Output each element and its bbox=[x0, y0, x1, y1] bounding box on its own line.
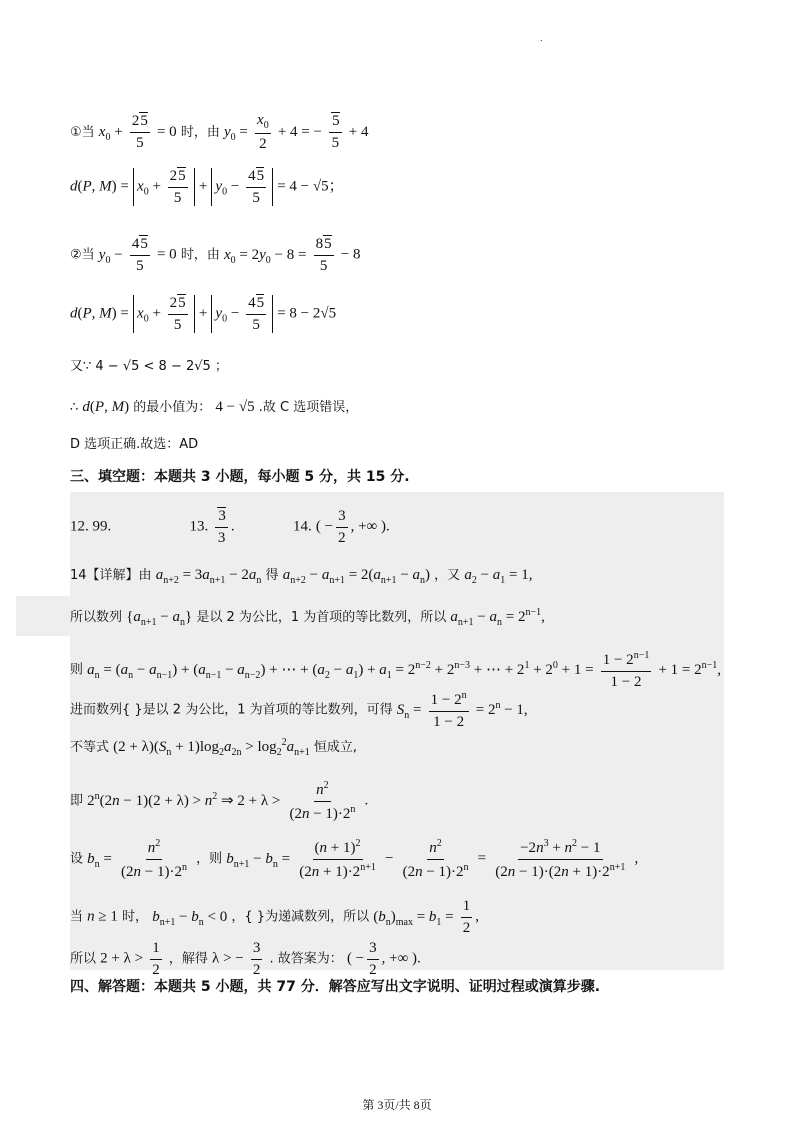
ineq-label: 不等式 bbox=[70, 740, 110, 755]
answer-14-label: 14. bbox=[292, 518, 312, 535]
so-a: 所以 bbox=[70, 951, 97, 967]
detail-label: 14【详解】由 bbox=[70, 568, 152, 583]
when-b: 时， bbox=[122, 909, 149, 925]
let-label: 设 bbox=[70, 851, 84, 867]
compare-line: 又∵ 4 − √5 < 8 − 2√5 ； bbox=[70, 359, 228, 374]
so-c: . 故答案为： bbox=[269, 951, 343, 967]
so-b: ，解得 bbox=[168, 951, 208, 967]
corner-mark: . bbox=[540, 34, 543, 43]
when-a: 当 bbox=[70, 909, 84, 925]
detail-line-2: 所以数列 $\{a_{n+1} - a_n\}$ 是以 2 为公比，1 为首项的等比数列，所以 $a_{n+1} - a_n = 2^{n-1}$, bbox=[70, 607, 545, 628]
min-suffix: .故 C 选项错误， bbox=[258, 400, 359, 415]
detail-line-8: 当 n ≥ 1 时， $b_{n+1} - b_n < 0$ ，{ }为递减数列，所以 $(b_n)_{max} = b_1$ = $\frac{1}{2}$ , bbox=[70, 898, 480, 936]
section-4-heading: 四、解答题：本题共 5 小题，共 77 分．解答应写出文字说明、证明过程或演算步骤. bbox=[70, 979, 601, 995]
min-text: 的最小值为： bbox=[133, 400, 212, 415]
answer-12: 12. 99. bbox=[70, 518, 112, 535]
detail-mid: 得 bbox=[265, 568, 279, 583]
ineq-suffix: 恒成立, bbox=[313, 740, 358, 755]
result-1: = 4 − √5； bbox=[277, 178, 344, 195]
case2-label: ②当 bbox=[70, 247, 95, 263]
min-value: 4 − √5 bbox=[215, 399, 255, 415]
seq-text-a: 所以数列 bbox=[70, 610, 123, 625]
therefore-symbol: ∴ bbox=[70, 400, 79, 415]
case2-shi: 时，由 bbox=[180, 247, 220, 263]
case1-shi: 时，由 bbox=[180, 124, 220, 140]
answers-row: 12. 99. 13. $\frac{3}{3}$ . 14. ( − $\frac{3}{2}$ , +∞ ). bbox=[70, 508, 390, 546]
detail-also: ，又 bbox=[434, 568, 461, 583]
detail-line-5: 不等式 $(2 + \lambda)(S_n + 1)\log_2a_{2n} > \log_2^2a_{n+1}$ 恒成立, bbox=[70, 737, 358, 758]
detail-line-6: 即 $2^n(2n - 1)(2 + \lambda) > n^2$ ⇒ 2 + λ > $\frac{n^2}{(2n - 1)\cdot 2^n}$ . bbox=[70, 780, 369, 822]
section-3-heading: 三、填空题：本题共 3 小题，每小题 5 分，共 15 分. bbox=[70, 469, 410, 485]
answer-line: D 选项正确.故选：AD bbox=[70, 437, 199, 452]
seq-text-b: 是以 2 为公比，1 为首项的等比数列，所以 bbox=[196, 610, 447, 625]
detail-line-4: 进而数列{ }是以 2 为公比，1 为首项的等比数列，可得 $S_n$ = $\frac{1 - 2^n}{1 - 2}$ = $2^n - 1$, bbox=[70, 690, 528, 730]
case1-label: ①当 bbox=[70, 124, 95, 140]
distance-line-2: d(P, $M) = x_0$ + $\frac{25}{5}$ + $y_0$ − $\frac{45}{5}$ = 8 − 2√5 bbox=[70, 295, 337, 333]
min-line: ∴ d(P, M) 的最小值为： 4 − √5 .故 C 选项错误， bbox=[70, 399, 359, 415]
when-c: ，{ }为递减数列，所以 bbox=[231, 909, 370, 925]
case2-line: ②当 $y_0$ − $\frac{45}{5}$ = 0 时，由 $x_0 = 2y_0 - 8$ = $\frac{85}{5}$ − 8 bbox=[70, 236, 361, 274]
detail-line-9: 所以 2 + λ > $\frac{1}{2}$ ，解得 λ > − $\frac{3}{2}$ . 故答案为： ( − $\frac{3}{2}$ , +∞ ). bbox=[70, 940, 421, 978]
then2-label: ，则 bbox=[196, 851, 223, 867]
answer-13-label: 13. bbox=[189, 518, 209, 535]
then-label: 则 bbox=[70, 662, 84, 678]
ji-label: 即 bbox=[70, 793, 84, 809]
page-footer: 第 3页/共 8页 bbox=[362, 1098, 432, 1112]
d-symbol: d bbox=[70, 178, 78, 195]
case1-line: ①当 $x_0$ + $\frac{25}{5}$ = 0 时，由 $y_0$ = $\frac{x_0}{2}$ + 4 = − $\frac{5}{5}$ + 4 bbox=[70, 112, 369, 152]
detail-line-3: 则 $a_n = (a_n - a_{n-1}) + (a_{n-1} - a_{n-2})$ + ⋯ + $(a_2 - a_1) + a_1 = 2^{n-2} + 2^{n-3}$ + ⋯ + $2^1 + 2^0 + 1$ = $\frac{1 - 2^{n-1}}{1 - 2}$ + $1 = 2^{n-1}$, bbox=[70, 650, 722, 690]
further-text: 进而数列{ }是以 2 为公比，1 为首项的等比数列，可得 bbox=[70, 702, 393, 718]
distance-line-1: d(P, $M) = x_0$ + $\frac{25}{5}$ + $y_0$ − $\frac{45}{5}$ = 4 − √5； bbox=[70, 168, 344, 206]
margin-shade bbox=[16, 596, 72, 636]
detail-line-7: 设 $b_n$ = $\frac{n^2}{(2n - 1)\cdot 2^n}$ ，则 $b_{n+1} - b_n$ = $\frac{(n + 1)^2}{(2n + 1)\cdot 2^{n+1}}$ − $\frac{n^2}{(2n - 1)\cdot 2^n}$ = $\frac{-2n^3 + n^2 - 1}{(2n - 1)\cdot(2n + 1)\cdot 2^{n+1}}$ , bbox=[70, 838, 639, 880]
detail-line-1: 14【详解】由 $a_{n+2} = 3a_{n+1} - 2a_n$ 得 $a_{n+2} - a_{n+1} = 2(a_{n+1} - a_n)$ ，又 $a_2 - a_1 = 1$, bbox=[70, 567, 533, 586]
result-2: = 8 − 2√5 bbox=[277, 305, 337, 322]
